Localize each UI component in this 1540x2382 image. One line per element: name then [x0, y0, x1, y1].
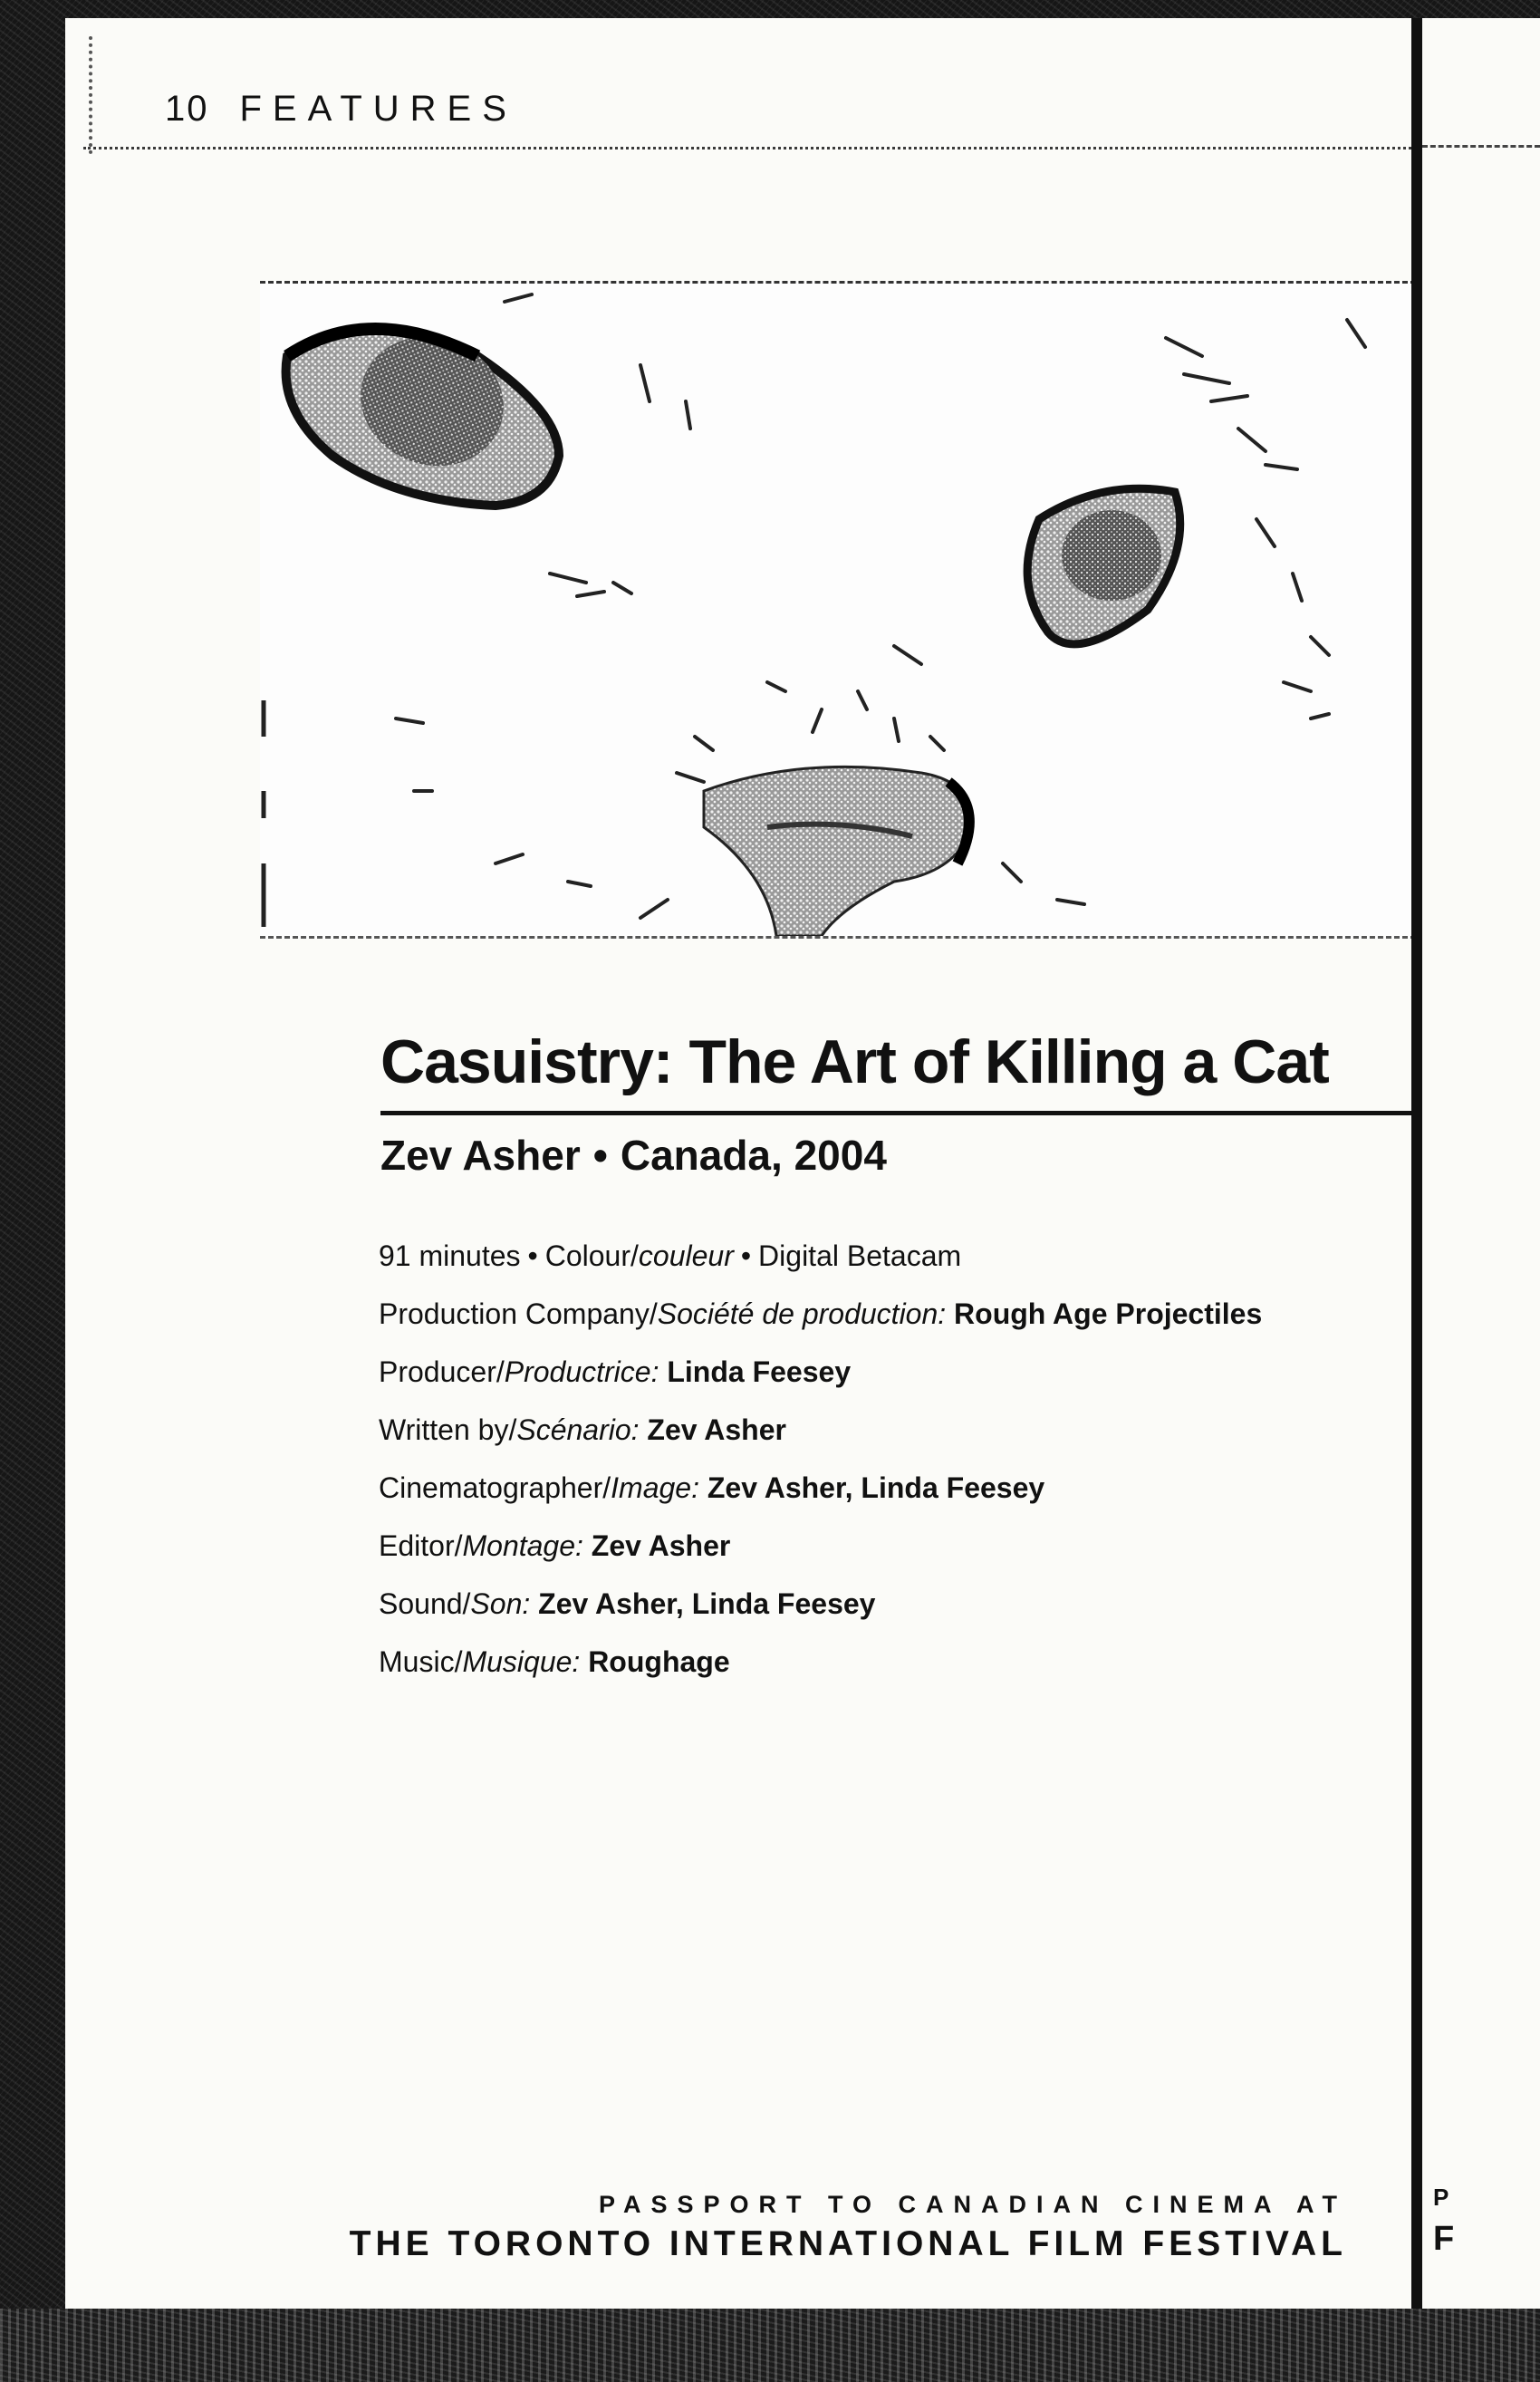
- credit-value: Roughage: [588, 1645, 730, 1678]
- film-still-photo: [260, 281, 1432, 939]
- next-page-rule: [1422, 145, 1540, 148]
- colour-label-fr: couleur: [638, 1239, 734, 1272]
- credit-label: Sound/: [379, 1587, 471, 1620]
- cat-face-illustration: [260, 284, 1429, 936]
- binding-mark: [89, 36, 98, 154]
- format: Digital Betacam: [758, 1239, 962, 1272]
- credit-written-by: [379, 1401, 1420, 1459]
- header-rule: [83, 147, 1460, 149]
- credit-producer: [379, 1343, 1420, 1401]
- next-page-edge: [1422, 18, 1540, 2309]
- page-footer: [350, 2191, 1347, 2264]
- director-name: Zev Asher: [380, 1132, 581, 1179]
- left-eye: [286, 317, 559, 506]
- cat-nose: [704, 767, 971, 936]
- scan-bottom-edge: [0, 2309, 1540, 2382]
- credit-production-company: [379, 1285, 1420, 1343]
- credit-value: Zev Asher: [591, 1529, 731, 1562]
- credit-label-fr: Montage:: [462, 1529, 583, 1562]
- next-page-fragment-1: P: [1433, 2184, 1457, 2211]
- separator-dot: •: [592, 1132, 608, 1179]
- bullet: •: [527, 1239, 538, 1272]
- page-gutter: [1411, 18, 1422, 2309]
- credit-value: Zev Asher: [647, 1413, 786, 1446]
- credit-label: Music/: [379, 1645, 463, 1678]
- credit-label: Cinematographer/: [379, 1471, 611, 1504]
- footer-tagline: PASSPORT TO CANADIAN CINEMA AT: [598, 2191, 1347, 2218]
- next-page-fragment-2: F: [1433, 2220, 1458, 2258]
- film-title: Casuistry: The Art of Killing a Cat: [380, 1027, 1329, 1096]
- section-title: FEATURES: [239, 89, 517, 129]
- credit-value: Linda Feesey: [667, 1355, 852, 1388]
- credit-label-fr: Productrice:: [504, 1355, 659, 1388]
- credit-value: Zev Asher, Linda Feesey: [707, 1471, 1045, 1504]
- credit-label-fr: Société de production:: [657, 1297, 947, 1330]
- specs-row: [379, 1227, 1420, 1285]
- director-line: [380, 1131, 887, 1180]
- credit-label: Producer/: [379, 1355, 505, 1388]
- credit-editor: [379, 1517, 1420, 1575]
- credit-label: Written by/: [379, 1413, 517, 1446]
- credit-music: [379, 1633, 1420, 1691]
- credit-cinematographer: [379, 1459, 1420, 1517]
- credit-label-fr: Son:: [470, 1587, 531, 1620]
- credit-label-fr: Musique:: [462, 1645, 581, 1678]
- page-header: [165, 89, 517, 130]
- title-rule: [380, 1111, 1415, 1115]
- credit-sound: [379, 1575, 1420, 1633]
- credit-label-fr: Image:: [611, 1471, 699, 1504]
- credit-label: Production Company/: [379, 1297, 658, 1330]
- credit-label-fr: Scénario:: [516, 1413, 640, 1446]
- country-year: Canada, 2004: [620, 1132, 887, 1179]
- credits-block: [379, 1227, 1420, 1691]
- credit-label: Editor/: [379, 1529, 463, 1562]
- colour-label: Colour/: [544, 1239, 639, 1272]
- runtime: 91 minutes: [379, 1239, 521, 1272]
- credit-value: Zev Asher, Linda Feesey: [538, 1587, 876, 1620]
- footer-festival-name: THE TORONTO INTERNATIONAL FILM FESTIVAL: [349, 2224, 1347, 2263]
- credit-value: Rough Age Projectiles: [954, 1297, 1263, 1330]
- page-number: 10: [165, 89, 209, 129]
- document-page: [65, 18, 1474, 2309]
- bullet: •: [740, 1239, 752, 1272]
- right-eye: [1027, 488, 1180, 644]
